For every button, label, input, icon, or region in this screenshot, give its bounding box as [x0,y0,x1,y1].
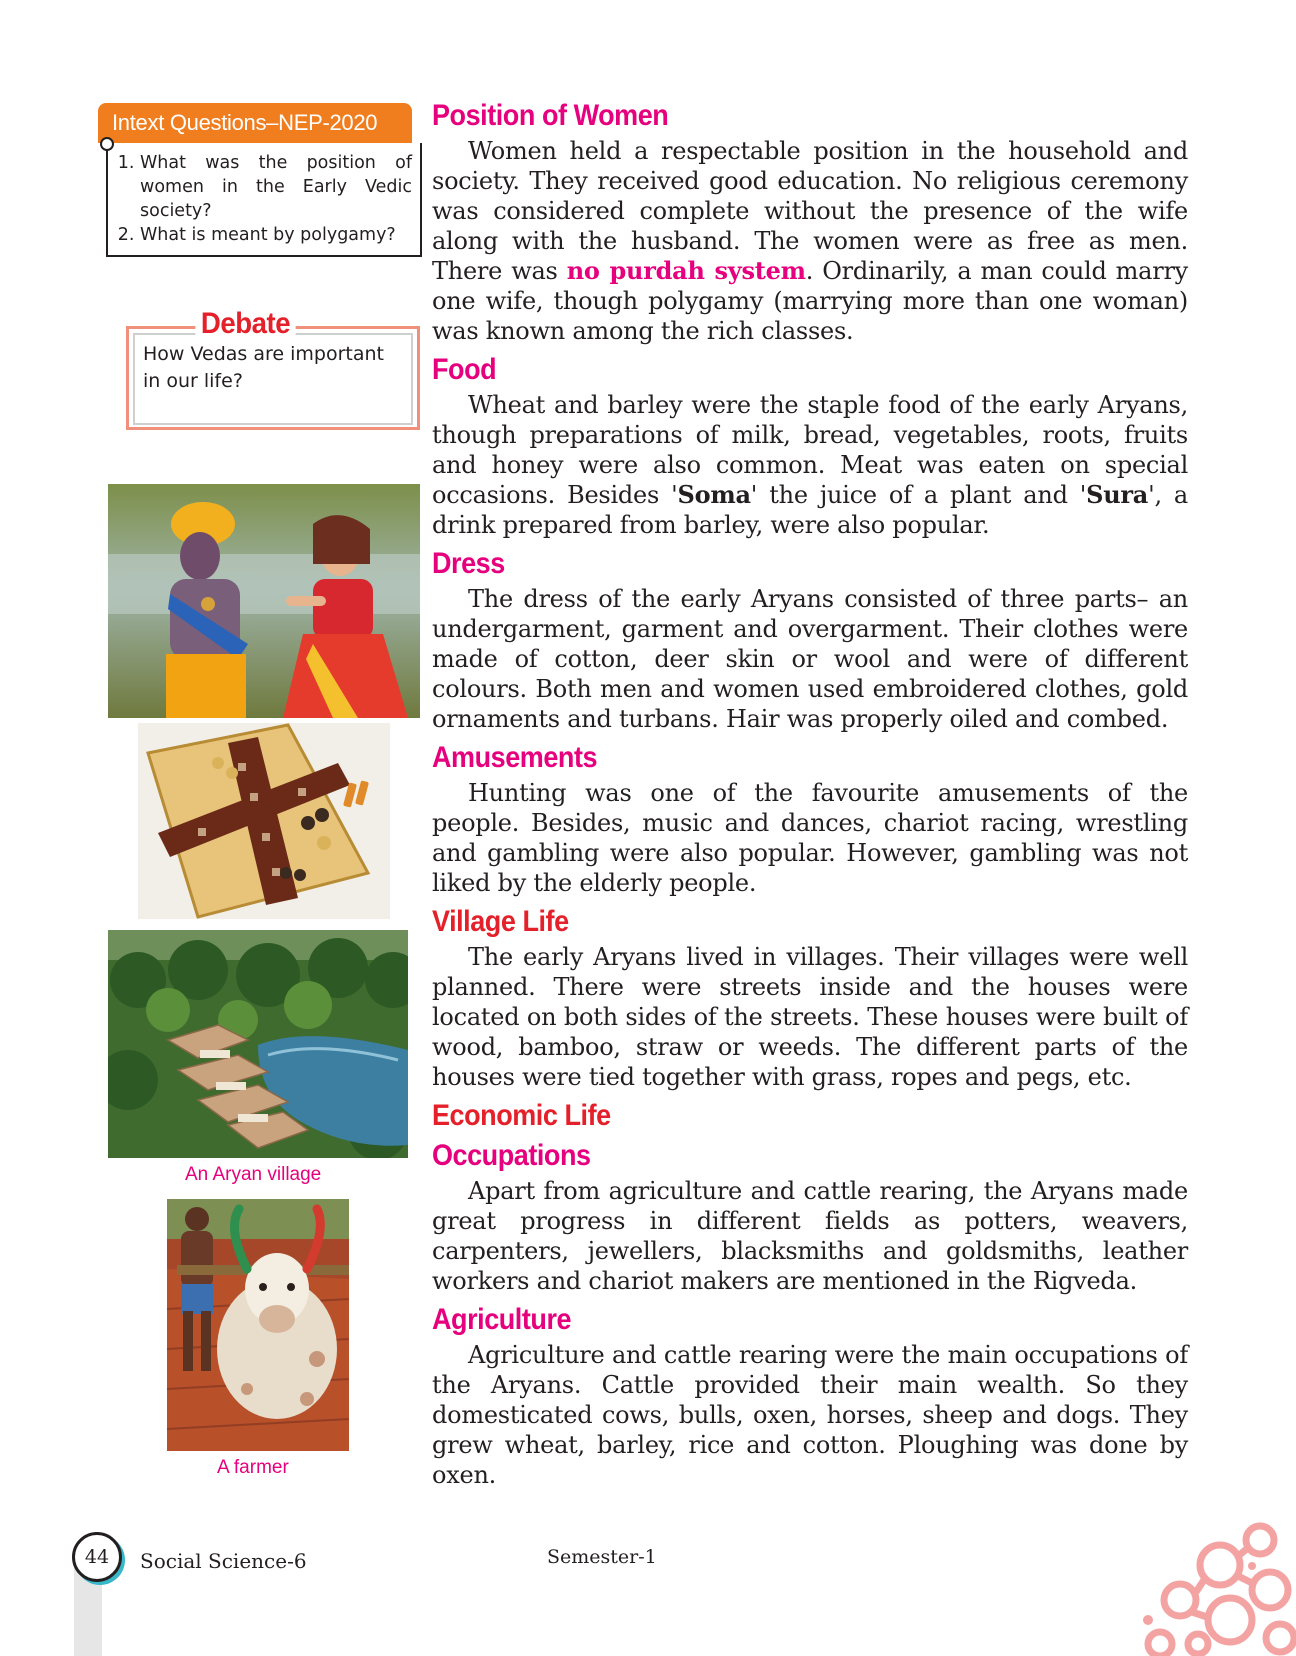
book-title: Social Science-6 [140,1549,307,1573]
food-text-part-3: ', a drink prepared from barley, were also popular. [432,481,1188,539]
heading-food: Food [432,353,497,386]
caption-aryan-village: An Aryan village [185,1164,322,1185]
page-number: 44 [72,1532,122,1582]
main-content [432,96,1188,1494]
chaupar-board-image [138,723,390,919]
paragraph-amusements: Hunting was one of the favourite amusements of the people. Besides, music and dances, chariot racing, wrestling and gambling were also popular. However, gambling was not liked by the elderly people. [432,779,1188,897]
debate-text: How Vedas are important in our life? [133,333,413,425]
caption-farmer: A farmer [217,1457,289,1478]
heading-position-of-women: Position of Women [432,99,669,132]
paragraph-village-life: The early Aryans lived in villages. Their villages were well planned. There were streets inside and the houses were located on both sides of the streets. These houses were built of wood, bamboo, straw or weeds. The different parts of the houses were tied together with grass, ropes and pegs, etc. [432,943,1188,1091]
paragraph-agriculture: Agriculture and cattle rearing were the main occupations of the Aryans. Cattle provided their main wealth. So they domesticated cows, bulls, oxen, horses, sheep and dogs. They grew wheat, barley, rice and cotton. Ploughing was done by oxen. [432,1341,1188,1489]
food-text-part-1: Wheat and barley were the staple food of the early Aryans, though preparations of milk, bread, vegetables, roots, fruits and honey were also common. Meat was eaten on special occasions. Besides ' [432,391,1188,509]
soma-term: Soma [677,480,751,509]
intext-questions-list [106,143,422,257]
pin-icon [100,137,114,151]
heading-economic-life: Economic Life [432,1099,611,1132]
food-text-part-2: ' the juice of a plant and ' [750,481,1087,509]
semester-label: Semester-1 [547,1546,657,1568]
heading-agriculture: Agriculture [432,1303,572,1336]
heading-amusements: Amusements [432,741,598,774]
heading-village-life: Village Life [432,905,569,938]
intext-questions-title: Intext Questions–NEP-2020 [98,103,412,143]
women-text-part-2: . Ordinarily, a man could marry one wife, though polygamy (marrying more than one woman) was known among the rich classes. [432,257,1188,345]
heading-occupations: Occupations [432,1139,591,1172]
debate-box [126,307,420,430]
question-1: 1. What was the position of women in the Early Vedic society? [140,151,412,223]
sura-term: Sura [1086,480,1149,509]
no-purdah-highlight: no purdah system [566,256,806,285]
heading-dress: Dress [432,547,505,580]
aryan-couple-image [108,484,420,718]
paragraph-dress: The dress of the early Aryans consisted of three parts– an undergarment, garment and overgarment. Their clothes were made of cotton, deer skin or wool and were of different colours. Both men and women used embroidered clothes, gold ornaments and turbans. Hair was properly oiled and combed. [432,585,1188,733]
paragraph-position-of-women [432,136,1188,346]
paragraph-occupations: Apart from agriculture and cattle rearing, the Aryans made great progress in different fields as potters, weavers, carpenters, jewellers, blacksmiths and goldsmiths, leather workers and chariot makers are mentioned in the Rigveda. [432,1177,1188,1295]
decorative-circles-icon [1120,1520,1296,1656]
women-text-part-1: Women held a respectable position in the household and society. They received good education. No religious ceremony was considered complete without the presence of the wife along with the husband. The women were as free as men. There was [432,137,1188,285]
aryan-village-image [108,930,408,1158]
debate-title: Debate [195,307,295,341]
paragraph-food [432,390,1188,540]
question-2: 2. What is meant by polygamy? [140,223,412,247]
farmer-image [167,1199,349,1451]
intext-questions-box [98,103,412,257]
